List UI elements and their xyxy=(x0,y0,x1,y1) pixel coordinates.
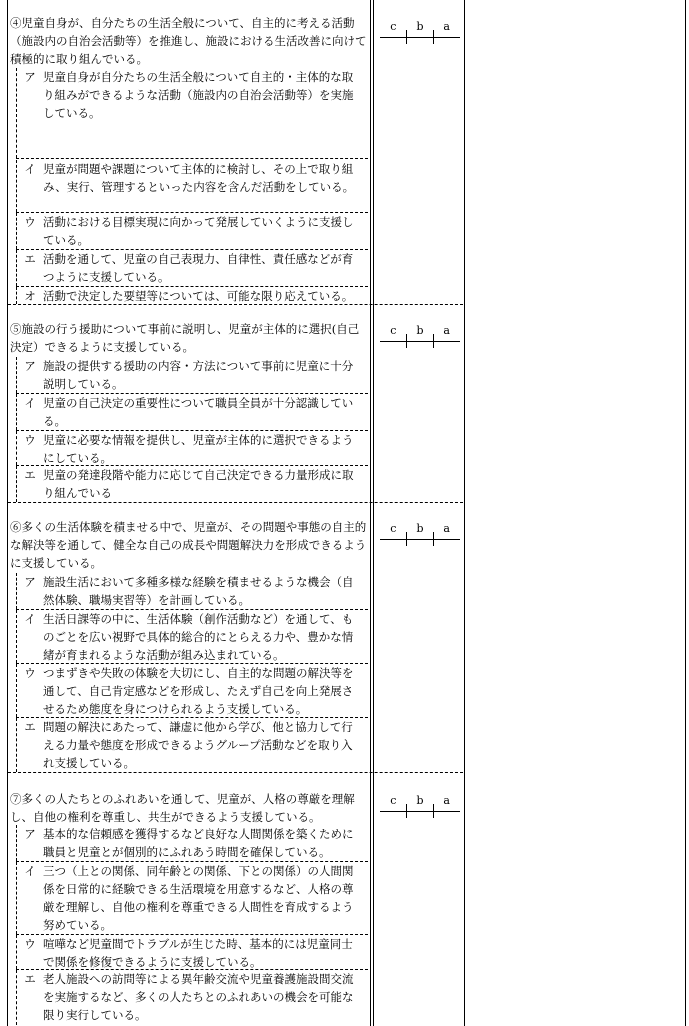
rating-a[interactable]: a xyxy=(443,794,450,807)
item-text: 活動を通して、児童の自己表現力、自律性、責任感などが育つように支援している。 xyxy=(43,252,354,284)
section-6-item-e xyxy=(16,718,366,772)
item-text: 児童の自己決定の重要性について職員全員が十分認識している。 xyxy=(43,396,354,428)
section-5-rating-scale[interactable] xyxy=(380,324,460,360)
item-label: ア xyxy=(24,575,36,589)
rating-c[interactable]: c xyxy=(390,794,397,807)
section-4-heading: ④児童自身が、自分たちの生活全般について、自主的に考える活動（施設内の自治会活動等）を推進し、施設における生活改善に向けて積極的に取り組んでいる。 xyxy=(10,16,367,66)
section-5-item-i xyxy=(16,394,366,430)
item-label: ウ xyxy=(24,215,36,229)
item-label: エ xyxy=(24,468,36,482)
section-4-item-a xyxy=(16,68,366,158)
section-5-heading: ⑤施設の行う援助について事前に説明し、児童が主体的に選択(自己決定）できるように支援している。 xyxy=(10,322,360,354)
item-text: 活動における目標実現に向かって発展していくように支援している。 xyxy=(43,215,354,247)
section-divider xyxy=(8,502,463,503)
section-7-item-a xyxy=(16,825,366,861)
section-4-item-u xyxy=(16,213,366,249)
rating-b[interactable]: b xyxy=(416,794,424,807)
rating-b[interactable]: b xyxy=(416,522,424,535)
rating-a[interactable]: a xyxy=(443,20,450,33)
item-text: 生活日課等の中に、生活体験（創作活動など）を通して、ものごとを広い視野で具体的総合的にとらえる力や、豊かな情緒が育まれるような活動が組み込まれている。 xyxy=(43,612,354,662)
item-text: 施設の提供する援助の内容・方法について事前に児童に十分説明している。 xyxy=(43,359,354,391)
item-text: 児童自身が自分たちの生活全般について自主的・主体的な取り組みができるような活動（施設内の自治会活動等）を実施している。 xyxy=(43,70,354,120)
item-text: 児童に必要な情報を提供し、児童が主体的に選択できるようにしている。 xyxy=(43,433,354,465)
item-text: 老人施設への訪問等による異年齢交流や児童養護施設間交流を実施するなど、多くの人たちとのふれあいの機会を可能な限り実行している。 xyxy=(43,972,354,1022)
section-divider xyxy=(8,772,463,773)
section-4-item-o xyxy=(16,287,366,304)
rating-tick xyxy=(433,532,434,546)
item-label: ア xyxy=(24,70,36,84)
section-4-item-i xyxy=(16,160,366,212)
rating-tick xyxy=(406,334,407,348)
item-label: イ xyxy=(24,162,36,176)
section-6-item-u xyxy=(16,664,366,717)
item-label: ア xyxy=(24,827,36,841)
rating-tick xyxy=(433,804,434,818)
section-7-item-e xyxy=(16,970,366,1025)
rating-a[interactable]: a xyxy=(443,522,450,535)
rating-a[interactable]: a xyxy=(443,324,450,337)
section-6-rating-scale[interactable] xyxy=(380,522,460,558)
item-label: イ xyxy=(24,612,36,626)
rating-c[interactable]: c xyxy=(390,324,397,337)
rating-tick xyxy=(406,532,407,546)
item-text: 喧嘩など児童間でトラブルが生じた時、基本的には児童同士で関係を修復できるように支援している。 xyxy=(43,937,353,969)
left-border xyxy=(7,0,8,1026)
section-5-item-u xyxy=(16,431,366,465)
section-7-item-i xyxy=(16,862,366,934)
item-label: ア xyxy=(24,359,36,373)
item-label: オ xyxy=(24,289,36,303)
rating-tick xyxy=(433,334,434,348)
section-6-item-a xyxy=(16,573,366,609)
section-5-item-e xyxy=(16,466,366,502)
rating-b[interactable]: b xyxy=(416,20,424,33)
item-label: ウ xyxy=(24,433,36,447)
item-label: ウ xyxy=(24,666,36,680)
item-label: イ xyxy=(24,396,36,410)
item-text: 施設生活において多種多様な経験を積ませるような機会（自然体験、職場実習等）を計画している。 xyxy=(43,575,354,607)
item-label: エ xyxy=(24,252,36,266)
item-label: エ xyxy=(24,972,36,986)
rating-column-border xyxy=(464,0,465,1026)
section-7-heading: ⑦多くの人たちとのふれあいを通して、児童が、人格の尊厳を理解し、自他の権利を尊重し、共生ができるよう支援している。 xyxy=(10,792,355,824)
section-7-rating-scale[interactable] xyxy=(380,794,460,830)
item-text: 問題の解決にあたって、謙虚に他から学び、他と協力して行える力量や態度を形成できるようグループ活動などを取り入れ支援している。 xyxy=(43,720,353,770)
rating-line xyxy=(380,37,460,38)
section-7-item-u xyxy=(16,935,366,969)
item-label: エ xyxy=(24,720,36,734)
item-label: イ xyxy=(24,864,36,878)
section-6-heading: ⑥多くの生活体験を積ませる中で、児童が、その問題や事態の自主的な解決等を通して、健全な自己の成長や問題解決力を形成できるように支援している。 xyxy=(10,520,367,570)
divider xyxy=(16,158,368,159)
rating-tick xyxy=(406,804,407,818)
rating-tick xyxy=(433,30,434,44)
item-column-border xyxy=(370,0,374,1026)
rating-tick xyxy=(406,30,407,44)
item-text: 活動で決定した要望等については、可能な限り応えている。 xyxy=(43,289,354,303)
rating-line xyxy=(380,539,460,540)
section-6-item-i xyxy=(16,610,366,663)
rating-line xyxy=(380,341,460,342)
item-label: ウ xyxy=(24,937,36,951)
rating-b[interactable]: b xyxy=(416,324,424,337)
rating-line xyxy=(380,811,460,812)
item-text: つまずきや失敗の体験を大切にし、自主的な問題の解決等を通して、自己肯定感などを形成し、たえず自己を向上発展させるため態度を身につけられるよう支援している。 xyxy=(43,666,354,716)
section-divider xyxy=(8,304,463,305)
rating-c[interactable]: c xyxy=(390,20,397,33)
section-4-item-e xyxy=(16,250,366,286)
item-text: 児童の発達段階や能力に応じて自己決定できる力量形成に取り組んでいる xyxy=(43,468,354,500)
item-text: 三つ（上との関係、同年齢との関係、下との関係）の人間関係を日常的に経験できる生活環境を用意するなど、人格の尊厳を理解し、自他の権利を尊重できる人間性を育成するよう努めている。 xyxy=(43,864,354,932)
item-text: 基本的な信頼感を獲得するなど良好な人間関係を築くために職員と児童とが個別的にふれあう時間を確保している。 xyxy=(43,827,354,859)
item-text: 児童が問題や課題について主体的に検討し、その上で取り組み、実行、管理するといった内容を含んだ活動をしている。 xyxy=(43,162,355,194)
right-border xyxy=(685,0,686,1026)
section-4-rating-scale[interactable] xyxy=(380,20,460,56)
rating-c[interactable]: c xyxy=(390,522,397,535)
section-5-item-a xyxy=(16,357,366,393)
